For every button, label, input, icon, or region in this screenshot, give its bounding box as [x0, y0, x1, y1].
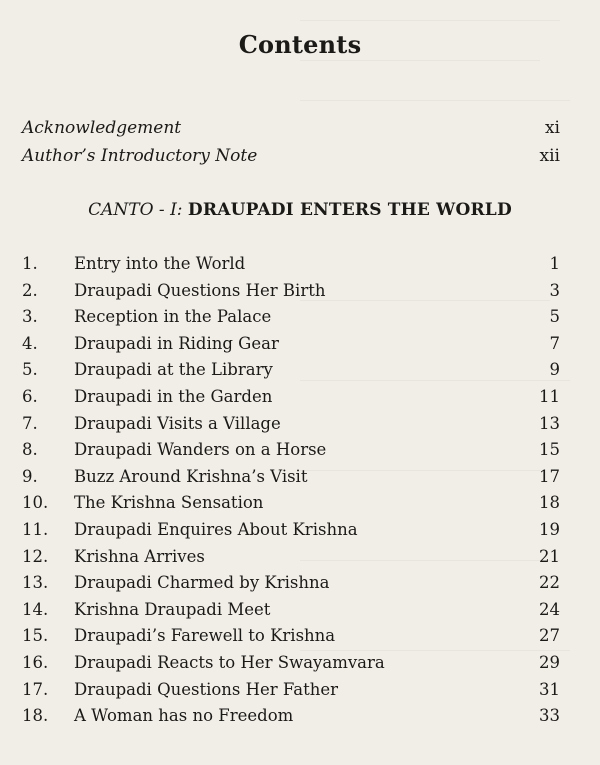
- chapter-number: 15.: [22, 626, 49, 646]
- chapter-number: 3.: [22, 307, 38, 327]
- chapter-title: Draupadi Enquires About Krishna: [74, 520, 358, 539]
- chapter-title: Draupadi Questions Her Father: [74, 679, 338, 699]
- chapter-number: 14.: [22, 599, 49, 619]
- chapter-number: 6.: [22, 387, 38, 406]
- chapter-row[interactable]: [22, 439, 560, 461]
- chapter-title: The Krishna Sensation: [74, 493, 264, 513]
- chapter-title: Buzz Around Krishna’s Visit: [74, 466, 308, 486]
- chapter-page: 18: [539, 493, 560, 513]
- chapter-row[interactable]: [22, 253, 560, 275]
- chapter-page: 24: [539, 599, 560, 619]
- front-matter-title: Author’s Introductory Note: [22, 146, 258, 166]
- chapter-row[interactable]: [22, 679, 560, 701]
- chapter-number: 7.: [22, 413, 38, 433]
- canto-label: CANTO - I:: [88, 200, 183, 220]
- chapter-number: 1.: [22, 254, 38, 273]
- front-matter-page: xi: [544, 118, 560, 138]
- chapter-title: Draupadi in Riding Gear: [74, 333, 279, 353]
- chapter-number: 11.: [22, 520, 49, 539]
- chapter-page: 13: [539, 413, 560, 433]
- chapter-page: 7: [549, 333, 560, 353]
- chapter-number: 18.: [22, 706, 49, 726]
- chapter-row[interactable]: [22, 386, 560, 408]
- chapter-number: 16.: [22, 653, 49, 672]
- chapter-row[interactable]: [22, 519, 560, 541]
- chapter-number: 10.: [22, 493, 49, 513]
- chapter-title: Reception in the Palace: [74, 307, 272, 327]
- chapter-title: Draupadi Wanders on a Horse: [74, 440, 327, 460]
- chapter-row[interactable]: [22, 546, 560, 568]
- chapter-row[interactable]: [22, 413, 560, 435]
- chapter-row[interactable]: [22, 599, 560, 621]
- chapter-row[interactable]: [22, 572, 560, 594]
- chapter-page: 15: [539, 440, 560, 460]
- front-matter-acknowledgement[interactable]: [22, 118, 560, 138]
- chapter-page: 9: [549, 360, 560, 380]
- chapter-row[interactable]: [22, 333, 560, 355]
- chapter-page: 21: [539, 546, 560, 566]
- chapter-number: 17.: [22, 679, 49, 699]
- front-matter-page: xii: [539, 146, 560, 166]
- chapter-row[interactable]: [22, 492, 560, 514]
- chapter-page: 17: [539, 466, 560, 486]
- chapter-number: 13.: [22, 573, 49, 593]
- chapter-number: 8.: [22, 440, 38, 460]
- front-matter-introductory-note[interactable]: [22, 146, 560, 166]
- chapter-page: 19: [539, 520, 560, 539]
- chapter-page: 29: [539, 653, 560, 672]
- chapter-number: 4.: [22, 333, 38, 353]
- chapter-title: Draupadi in the Garden: [74, 387, 273, 406]
- chapter-number: 9.: [22, 466, 38, 486]
- chapter-title: Krishna Draupadi Meet: [74, 599, 271, 619]
- chapter-row[interactable]: [22, 705, 560, 727]
- chapter-page: 5: [549, 307, 560, 327]
- front-matter-title: Acknowledgement: [22, 118, 182, 138]
- chapter-number: 2.: [22, 280, 38, 300]
- chapter-title: Draupadi at the Library: [74, 360, 273, 380]
- chapter-title: A Woman has no Freedom: [74, 706, 294, 726]
- canto-title: DRAUPADI ENTERS THE WORLD: [187, 200, 512, 220]
- chapter-page: 3: [549, 280, 560, 300]
- chapter-page: 22: [539, 573, 560, 593]
- chapter-number: 5.: [22, 360, 38, 380]
- chapter-page: 11: [539, 387, 560, 406]
- chapter-title: Entry into the World: [74, 254, 246, 273]
- chapter-title: Draupadi Reacts to Her Swayamvara: [74, 653, 385, 672]
- chapter-number: 12.: [22, 546, 49, 566]
- chapter-title: Draupadi Charmed by Krishna: [74, 573, 330, 593]
- chapter-row[interactable]: [22, 359, 560, 381]
- chapter-page: 31: [539, 679, 560, 699]
- chapter-page: 1: [549, 254, 560, 273]
- chapter-row[interactable]: [22, 652, 560, 674]
- canto-heading: [0, 200, 600, 220]
- chapter-page: 33: [539, 706, 560, 726]
- chapter-row[interactable]: [22, 625, 560, 647]
- chapter-row[interactable]: [22, 280, 560, 302]
- chapter-row[interactable]: [22, 466, 560, 488]
- chapter-title: Krishna Arrives: [74, 546, 205, 566]
- page-title: Contents: [238, 30, 362, 59]
- chapter-title: Draupadi Visits a Village: [74, 413, 281, 433]
- chapter-title: Draupadi Questions Her Birth: [74, 280, 326, 300]
- chapter-page: 27: [539, 626, 560, 646]
- chapter-title: Draupadi’s Farewell to Krishna: [74, 626, 336, 646]
- chapter-row[interactable]: [22, 306, 560, 328]
